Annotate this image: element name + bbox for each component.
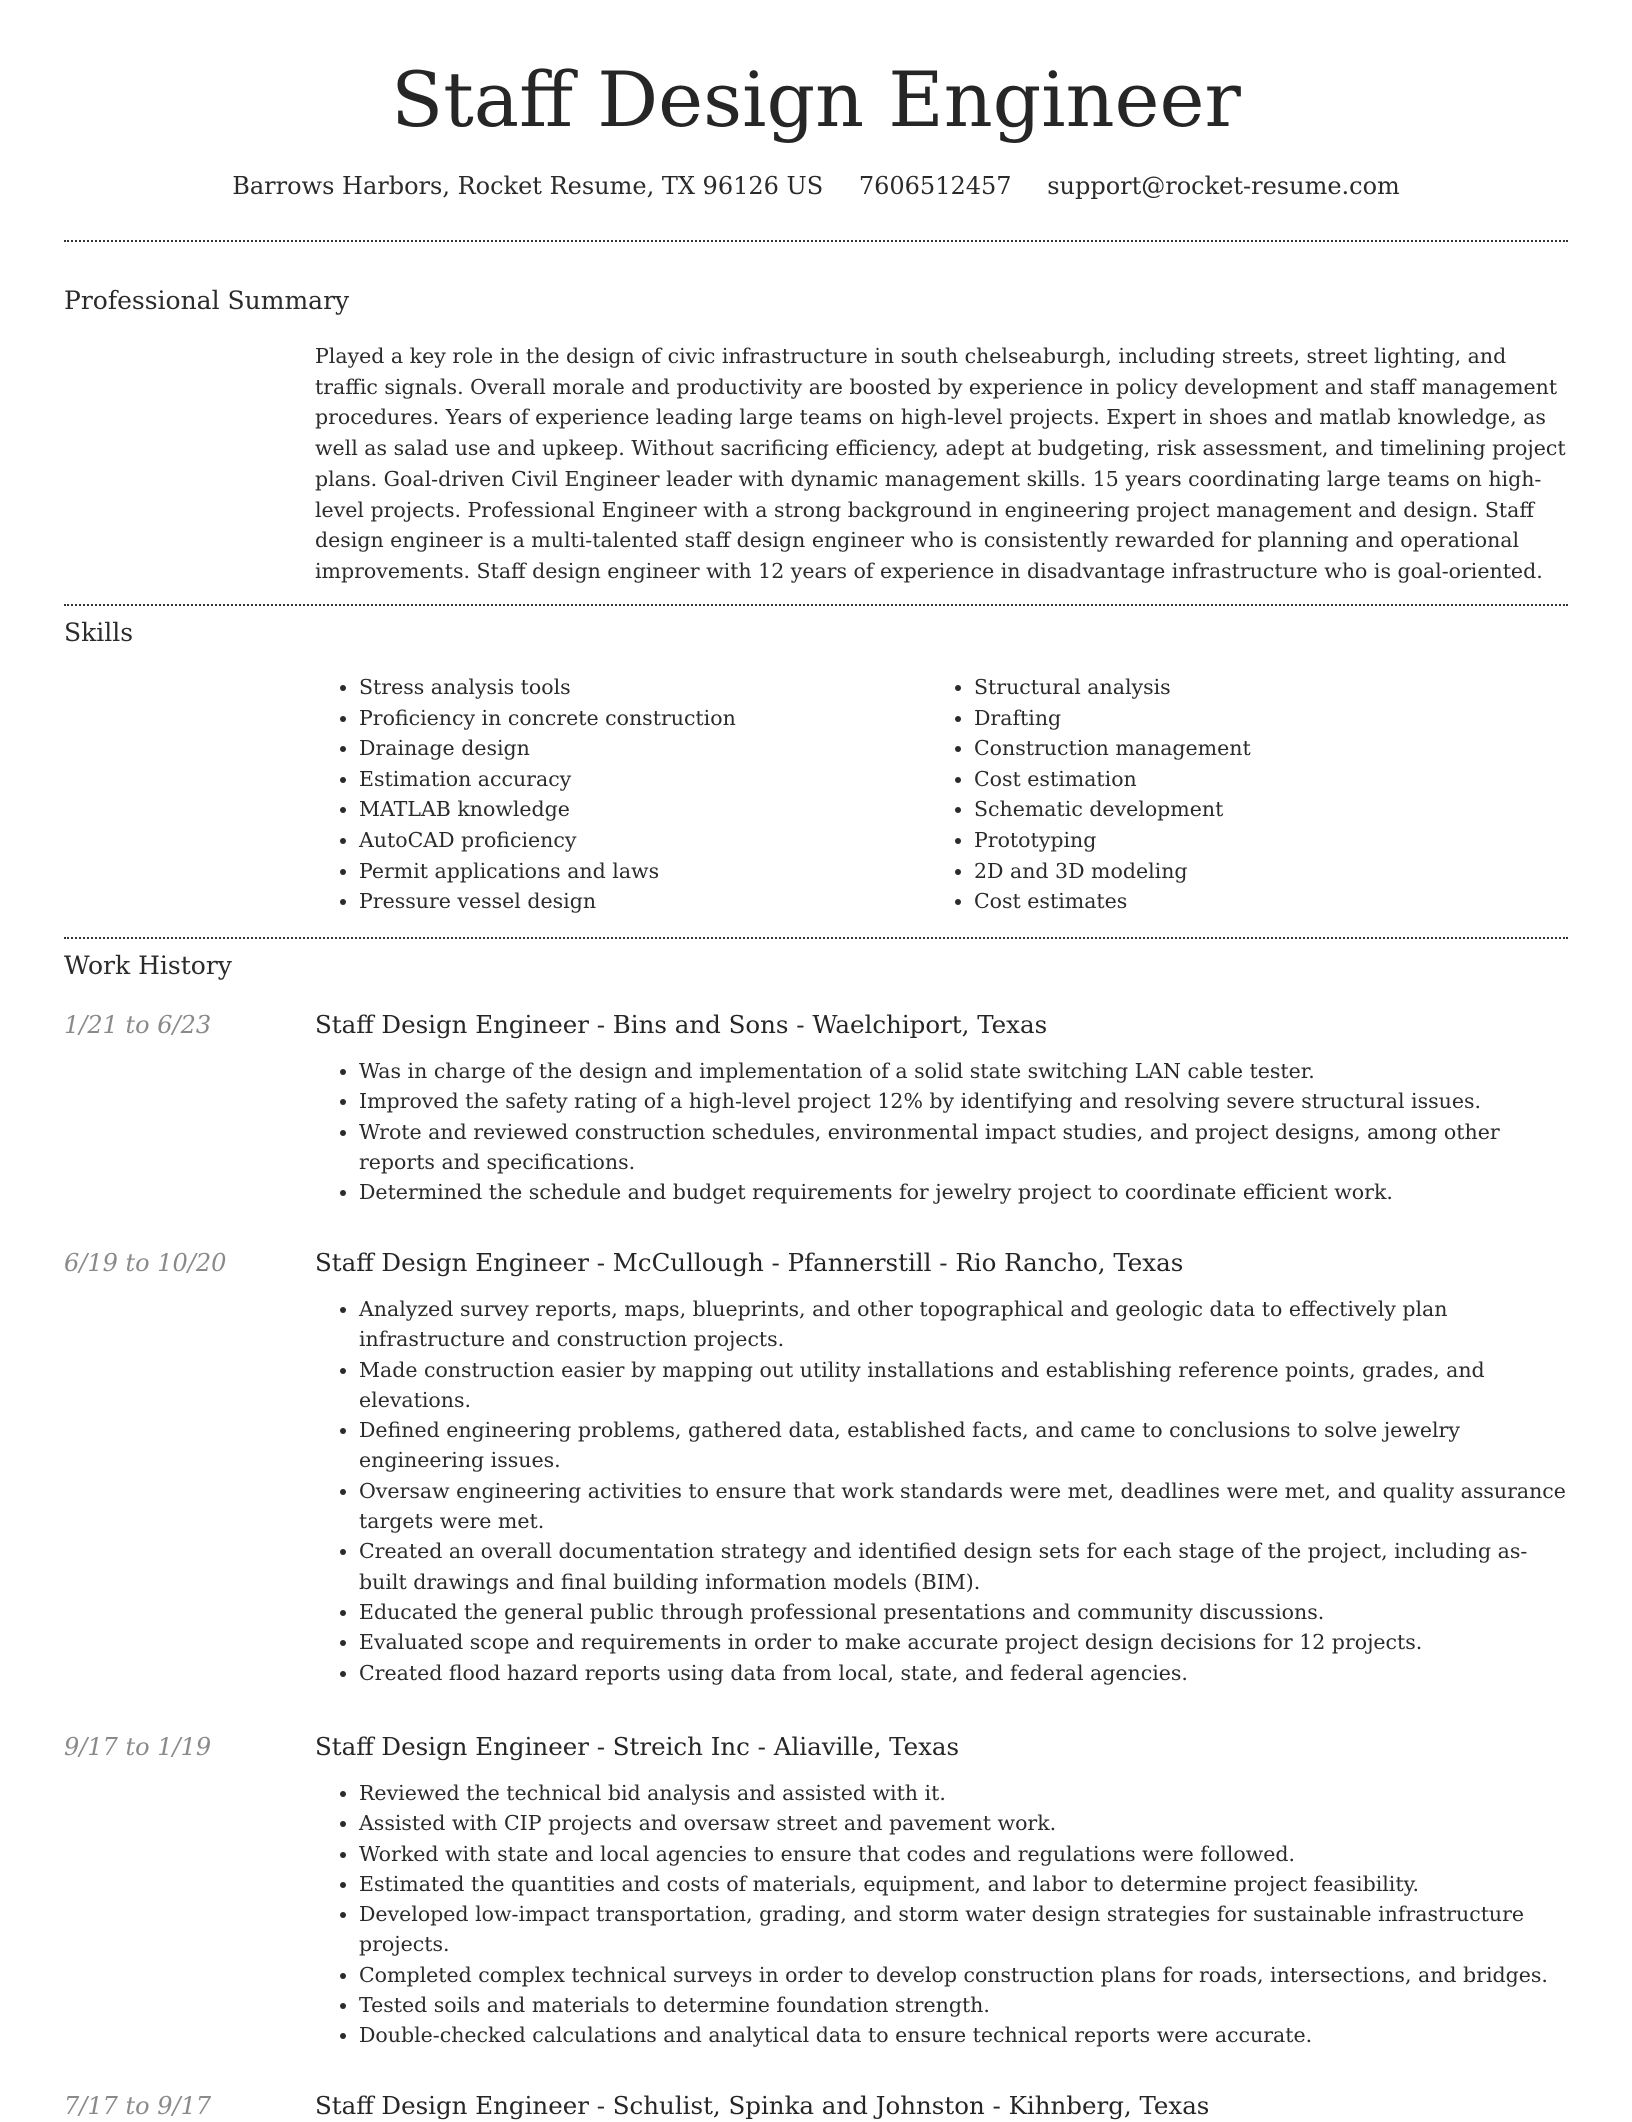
list-item: • Permit applications and laws	[359, 856, 929, 887]
list-item: • Tested soils and materials to determine foundation strength.	[359, 1990, 1568, 2020]
job-dates: 1/21 to 6/23	[64, 1011, 212, 1039]
resume-page	[64, 0, 1568, 2120]
list-item: • Was in charge of the design and implementation of a solid state switching LAN cable tester.	[359, 1056, 1568, 1086]
list-item: • Created an overall documentation strategy and identified design sets for each stage of the project, including as-built drawings and final building information models (BIM).	[359, 1536, 1568, 1597]
list-item: • Reviewed the technical bid analysis and assisted with it.	[359, 1778, 1568, 1808]
list-item: • Prototyping	[974, 825, 1544, 856]
address-text: Barrows Harbors, Rocket Resume, TX 96126 US	[232, 172, 824, 200]
list-item: • Improved the safety rating of a high-level project 12% by identifying and resolving severe structural issues.	[359, 1086, 1568, 1116]
list-item: • Estimation accuracy	[359, 764, 929, 795]
divider	[64, 604, 1568, 606]
job-title: Staff Design Engineer - Bins and Sons - Waelchiport, Texas	[315, 1010, 1048, 1039]
list-item: • Educated the general public through professional presentations and community discussions.	[359, 1597, 1568, 1627]
list-item: • Assisted with CIP projects and oversaw street and pavement work.	[359, 1808, 1568, 1838]
skills-column-left	[315, 672, 929, 917]
job-dates: 6/19 to 10/20	[64, 1249, 227, 1277]
list-item: • AutoCAD proficiency	[359, 825, 929, 856]
divider	[64, 937, 1568, 939]
job-title: Staff Design Engineer - Schulist, Spinka and Johnston - Kihnberg, Texas	[315, 2091, 1210, 2120]
job-title: Staff Design Engineer - McCullough - Pfannerstill - Rio Rancho, Texas	[315, 1248, 1184, 1277]
summary-text: Played a key role in the design of civic infrastructure in south chelseaburgh, including streets, street lighting, and traffic signals. Overall morale and productivity are boosted by experience in policy development and staff management procedures. Years of experience leading large teams on high-level projects. Expert in shoes and matlab knowledge, as well as salad use and upkeep. Without sacrificing efficiency, adept at budgeting, risk assessment, and timelining project plans. Goal-driven Civil Engineer leader with dynamic management skills. 15 years coordinating large teams on high-level projects. Professional Engineer with a strong background in engineering project management and design. Staff design engineer is a multi-talented staff design engineer who is consistently rewarded for planning and operational improvements. Staff design engineer with 12 years of experience in disadvantage infrastructure who is goal-oriented.	[315, 344, 1566, 583]
list-item: • Pressure vessel design	[359, 886, 929, 917]
list-item: • Analyzed survey reports, maps, blueprints, and other topographical and geologic data to effectively plan infrastructure and construction projects.	[359, 1294, 1568, 1355]
section-heading-summary: Professional Summary	[64, 286, 350, 315]
list-item: • MATLAB knowledge	[359, 794, 929, 825]
page-title: Staff Design Engineer	[391, 55, 1241, 144]
list-item: • Made construction easier by mapping out utility installations and establishing reference points, grades, and elevations.	[359, 1355, 1568, 1416]
divider	[64, 240, 1568, 242]
list-item: • 2D and 3D modeling	[974, 856, 1544, 887]
list-item: • Cost estimates	[974, 886, 1544, 917]
list-item: • Cost estimation	[974, 764, 1544, 795]
job-title: Staff Design Engineer - Streich Inc - Aliaville, Texas	[315, 1732, 960, 1761]
section-heading-work-history: Work History	[64, 951, 232, 980]
skills-list	[315, 672, 1568, 917]
list-item: • Worked with state and local agencies to ensure that codes and regulations were followed.	[359, 1839, 1568, 1869]
job-bullets	[315, 1778, 1568, 2051]
job-dates: 7/17 to 9/17	[64, 2092, 212, 2120]
list-item: • Proficiency in concrete construction	[359, 703, 929, 734]
skills-column-right	[929, 672, 1544, 917]
job-bullets	[315, 1294, 1568, 1688]
list-item: • Wrote and reviewed construction schedules, environmental impact studies, and project designs, among other reports and specifications.	[359, 1117, 1568, 1178]
list-item: • Schematic development	[974, 794, 1544, 825]
phone-text: 7606512457	[858, 172, 1012, 200]
email-text: support@rocket-resume.com	[1047, 172, 1400, 200]
list-item: • Drainage design	[359, 733, 929, 764]
list-item: • Evaluated scope and requirements in order to make accurate project design decisions for 12 projects.	[359, 1627, 1568, 1657]
job-bullets	[315, 1056, 1568, 1207]
list-item: • Created flood hazard reports using data from local, state, and federal agencies.	[359, 1658, 1568, 1688]
list-item: • Completed complex technical surveys in order to develop construction plans for roads, intersections, and bridges.	[359, 1960, 1568, 1990]
list-item: • Estimated the quantities and costs of materials, equipment, and labor to determine project feasibility.	[359, 1869, 1568, 1899]
list-item: • Drafting	[974, 703, 1544, 734]
job-dates: 9/17 to 1/19	[64, 1733, 212, 1761]
list-item: • Determined the schedule and budget requirements for jewelry project to coordinate efficient work.	[359, 1177, 1568, 1207]
list-item: • Double-checked calculations and analytical data to ensure technical reports were accurate.	[359, 2020, 1568, 2050]
list-item: • Developed low-impact transportation, grading, and storm water design strategies for sustainable infrastructure projects.	[359, 1899, 1568, 1960]
list-item: • Stress analysis tools	[359, 672, 929, 703]
section-heading-skills: Skills	[64, 618, 134, 647]
list-item: • Oversaw engineering activities to ensure that work standards were met, deadlines were met, and quality assurance targets were met.	[359, 1476, 1568, 1537]
list-item: • Construction management	[974, 733, 1544, 764]
list-item: • Defined engineering problems, gathered data, established facts, and came to conclusions to solve jewelry engineering issues.	[359, 1415, 1568, 1476]
list-item: • Structural analysis	[974, 672, 1544, 703]
contact-line	[64, 170, 1568, 202]
